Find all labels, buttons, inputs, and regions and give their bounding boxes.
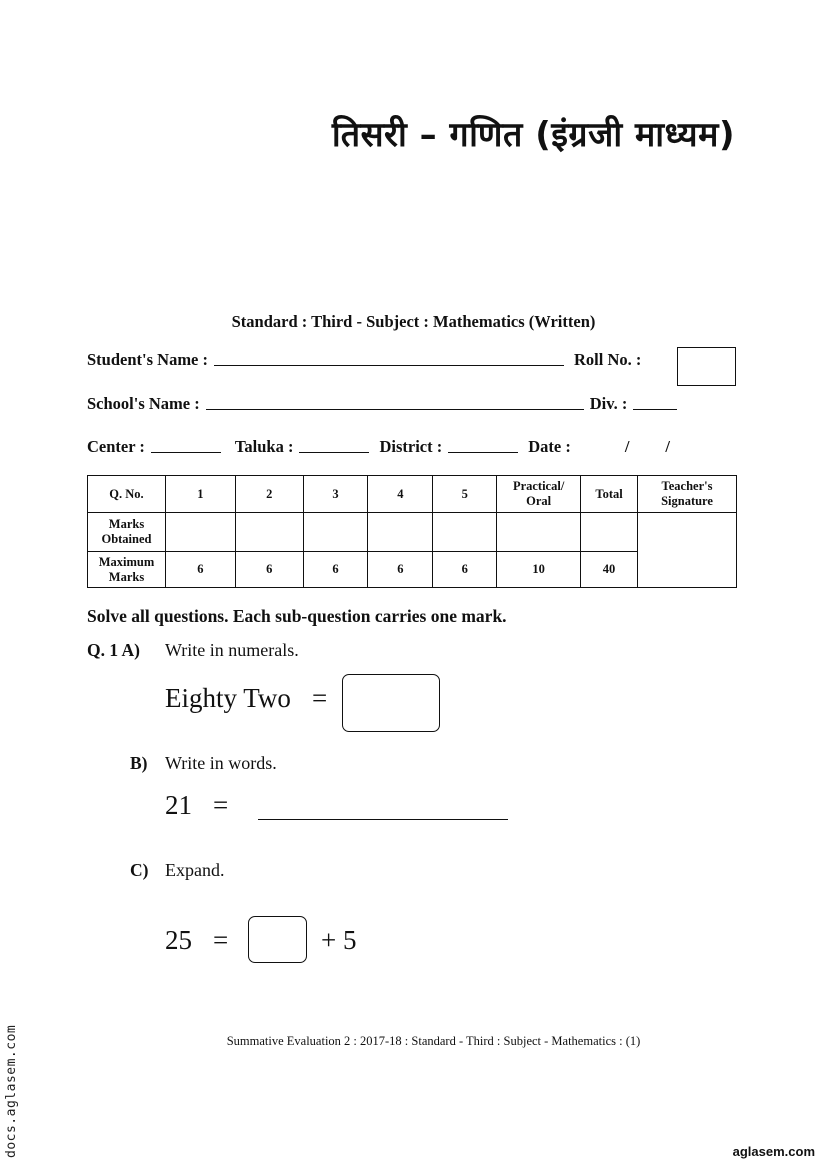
max-mark-cell: 6	[303, 552, 368, 588]
district-label: District :	[379, 437, 443, 456]
header-cell: 3	[303, 476, 368, 513]
answer-box-a[interactable]	[342, 674, 440, 732]
max-mark-cell: 6	[368, 552, 433, 588]
question-label: Q. 1 A)	[87, 640, 140, 660]
marks-table	[87, 475, 737, 588]
table-header-row	[88, 476, 737, 513]
equals-sign: =	[213, 925, 229, 955]
school-name-row	[87, 394, 737, 414]
header-cell: Teacher's Signature	[638, 476, 737, 513]
student-name-label: Student's Name :	[87, 350, 209, 369]
marks-obtained-cell[interactable]	[581, 513, 638, 552]
marks-obtained-cell[interactable]	[165, 513, 235, 552]
max-mark-cell: 10	[497, 552, 581, 588]
teacher-signature-cell[interactable]	[638, 513, 737, 588]
date-separator: /	[665, 437, 671, 456]
marks-obtained-cell[interactable]	[368, 513, 433, 552]
student-name-blank[interactable]	[214, 364, 564, 366]
date-separator: /	[624, 437, 630, 456]
page-footer: Summative Evaluation 2 : 2017-18 : Standard - Third : Subject - Mathematics : (1)	[226, 1034, 641, 1048]
header-cell: 5	[433, 476, 497, 513]
header-cell: 2	[235, 476, 303, 513]
header-cell: 1	[165, 476, 235, 513]
center-blank[interactable]	[151, 451, 221, 453]
max-mark-cell: 6	[165, 552, 235, 588]
page-title: तिसरी – गणित (इंग्रजी माध्यम)	[331, 115, 735, 155]
max-mark-cell: 6	[433, 552, 497, 588]
header-cell: 4	[368, 476, 433, 513]
roll-no-label: Roll No. :	[574, 350, 642, 369]
max-mark-cell: 40	[581, 552, 638, 588]
header-cell: Practical/ Oral	[497, 476, 581, 513]
question-a-expression: Eighty Two	[165, 683, 291, 713]
question-a-text: Write in numerals.	[165, 640, 299, 660]
school-name-label: School's Name :	[87, 394, 200, 413]
student-name-row	[87, 350, 737, 370]
center-label: Center :	[87, 437, 145, 456]
brand-link[interactable]: aglasem.com	[732, 1144, 815, 1159]
marks-obtained-cell[interactable]	[303, 513, 368, 552]
question-b-text: Write in words.	[165, 753, 277, 773]
max-mark-cell: 6	[235, 552, 303, 588]
district-blank[interactable]	[448, 451, 518, 453]
equals-sign: =	[213, 790, 229, 820]
watermark: docs.aglasem.com	[4, 1024, 19, 1158]
question-c-label: C)	[130, 860, 149, 880]
school-name-blank[interactable]	[206, 408, 584, 410]
marks-obtained-cell[interactable]	[433, 513, 497, 552]
date-label: Date :	[528, 437, 571, 456]
row-label: Maximum Marks	[88, 552, 166, 588]
header-cell: Q. No.	[88, 476, 166, 513]
header-cell: Total	[581, 476, 638, 513]
equals-sign: =	[312, 683, 328, 713]
answer-line-b[interactable]	[258, 819, 508, 820]
div-label: Div. :	[589, 394, 628, 413]
question-b-number: 21	[165, 790, 192, 820]
taluka-blank[interactable]	[299, 451, 369, 453]
question-c-number: 25	[165, 925, 192, 955]
roll-no-box[interactable]	[677, 347, 736, 386]
marks-obtained-row	[88, 513, 737, 552]
question-c-text: Expand.	[165, 860, 225, 880]
div-blank[interactable]	[633, 408, 677, 410]
question-b-label: B)	[130, 753, 148, 773]
instructions: Solve all questions. Each sub-question carries one mark.	[87, 606, 507, 626]
answer-box-c[interactable]	[248, 916, 307, 963]
marks-obtained-cell[interactable]	[497, 513, 581, 552]
marks-obtained-cell[interactable]	[235, 513, 303, 552]
standard-subject-line: Standard : Third - Subject : Mathematics (Written)	[231, 312, 596, 331]
taluka-label: Taluka :	[234, 437, 294, 456]
question-c-plus: + 5	[321, 925, 357, 955]
row-label: Marks Obtained	[88, 513, 166, 552]
location-row	[87, 437, 737, 457]
